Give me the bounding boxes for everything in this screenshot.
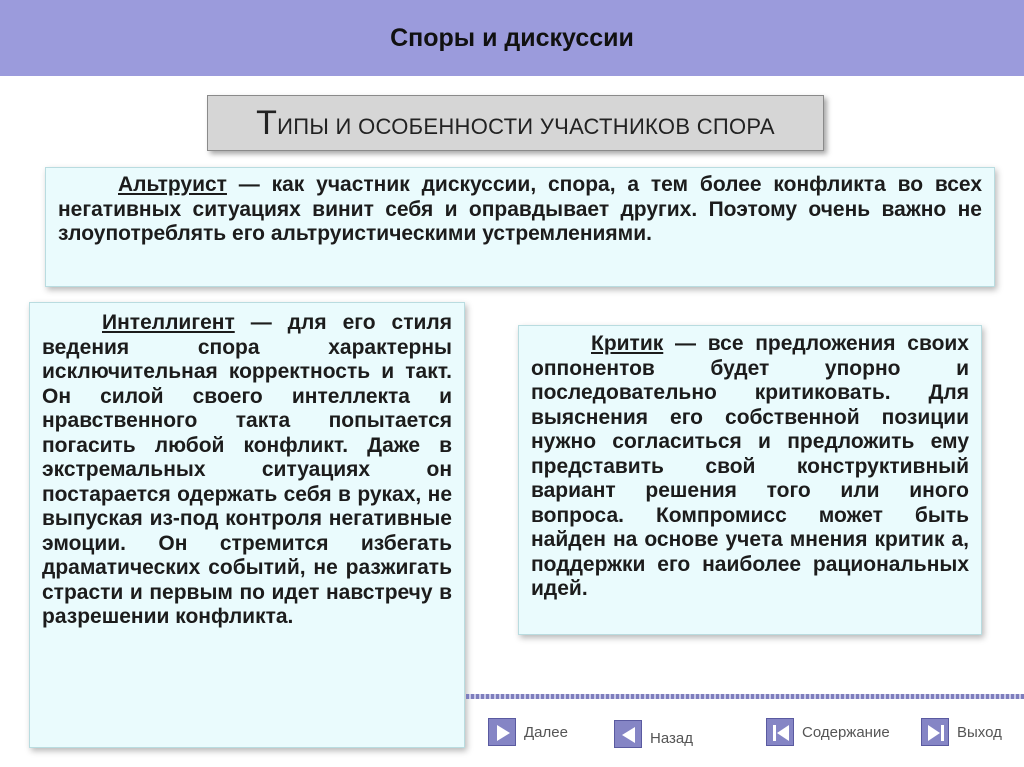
exit-label: Выход: [957, 723, 1002, 741]
play-icon: [488, 718, 516, 746]
subtitle-box: [207, 95, 824, 151]
subtitle-initial: Т: [256, 103, 278, 142]
exit-button[interactable]: [921, 718, 1002, 746]
altruist-card: [45, 167, 995, 287]
critic-description: — все предложения своих оппонентов будет упорно и последовательно критиковать. Для выяснения его собственной позиции нужно согласиться и предложить ему представить свой конструктивный вариант решения того или иного вопроса. Компромисс может быть найден на основе учета мнения критик а, поддержки его наиболее рациональных идей.: [531, 332, 969, 600]
contents-button[interactable]: [766, 718, 890, 746]
back-label: Назад: [650, 729, 693, 747]
altruist-description: — как участник дискуссии, спора, а тем более конфликта во всех негативных ситуациях винит себя и оправдывает других. Поэтому очень важно не злоупотреблять его альтруистическими устремлениями.: [58, 173, 982, 245]
divider: [466, 694, 1024, 699]
intelligent-description: — для его стиля ведения спора характерны исключительная корректность и такт. Он силой своего интеллекта и нравственного такта попытается погасить любой конфликт. Даже в экстремальных ситуациях он постарается одержать себя в руках, не выпуская из-под контроля негативные эмоции. Он стремится избегать драматических событий, не разжигать страсти и первым по идет навстречу в разрешении конфликта.: [42, 311, 452, 628]
intelligent-card: [29, 302, 465, 748]
next-button[interactable]: [488, 718, 568, 746]
back-arrow-icon: [614, 720, 642, 748]
altruist-term: Альтруист: [118, 173, 227, 196]
intelligent-term: Интеллигент: [102, 311, 235, 334]
critic-card: [518, 325, 982, 635]
critic-term: Критик: [591, 332, 664, 355]
contents-label: Содержание: [802, 723, 890, 741]
last-page-icon: [921, 718, 949, 746]
back-button[interactable]: [614, 720, 693, 748]
first-page-icon: [766, 718, 794, 746]
section-subtitle: [256, 104, 775, 143]
next-label: Далее: [524, 723, 568, 741]
page-title: Споры и дискуссии: [390, 23, 634, 52]
subtitle-rest: ИПЫ И ОСОБЕННОСТИ УЧАСТНИКОВ СПОРА: [277, 113, 775, 139]
header-bar: [0, 0, 1024, 76]
